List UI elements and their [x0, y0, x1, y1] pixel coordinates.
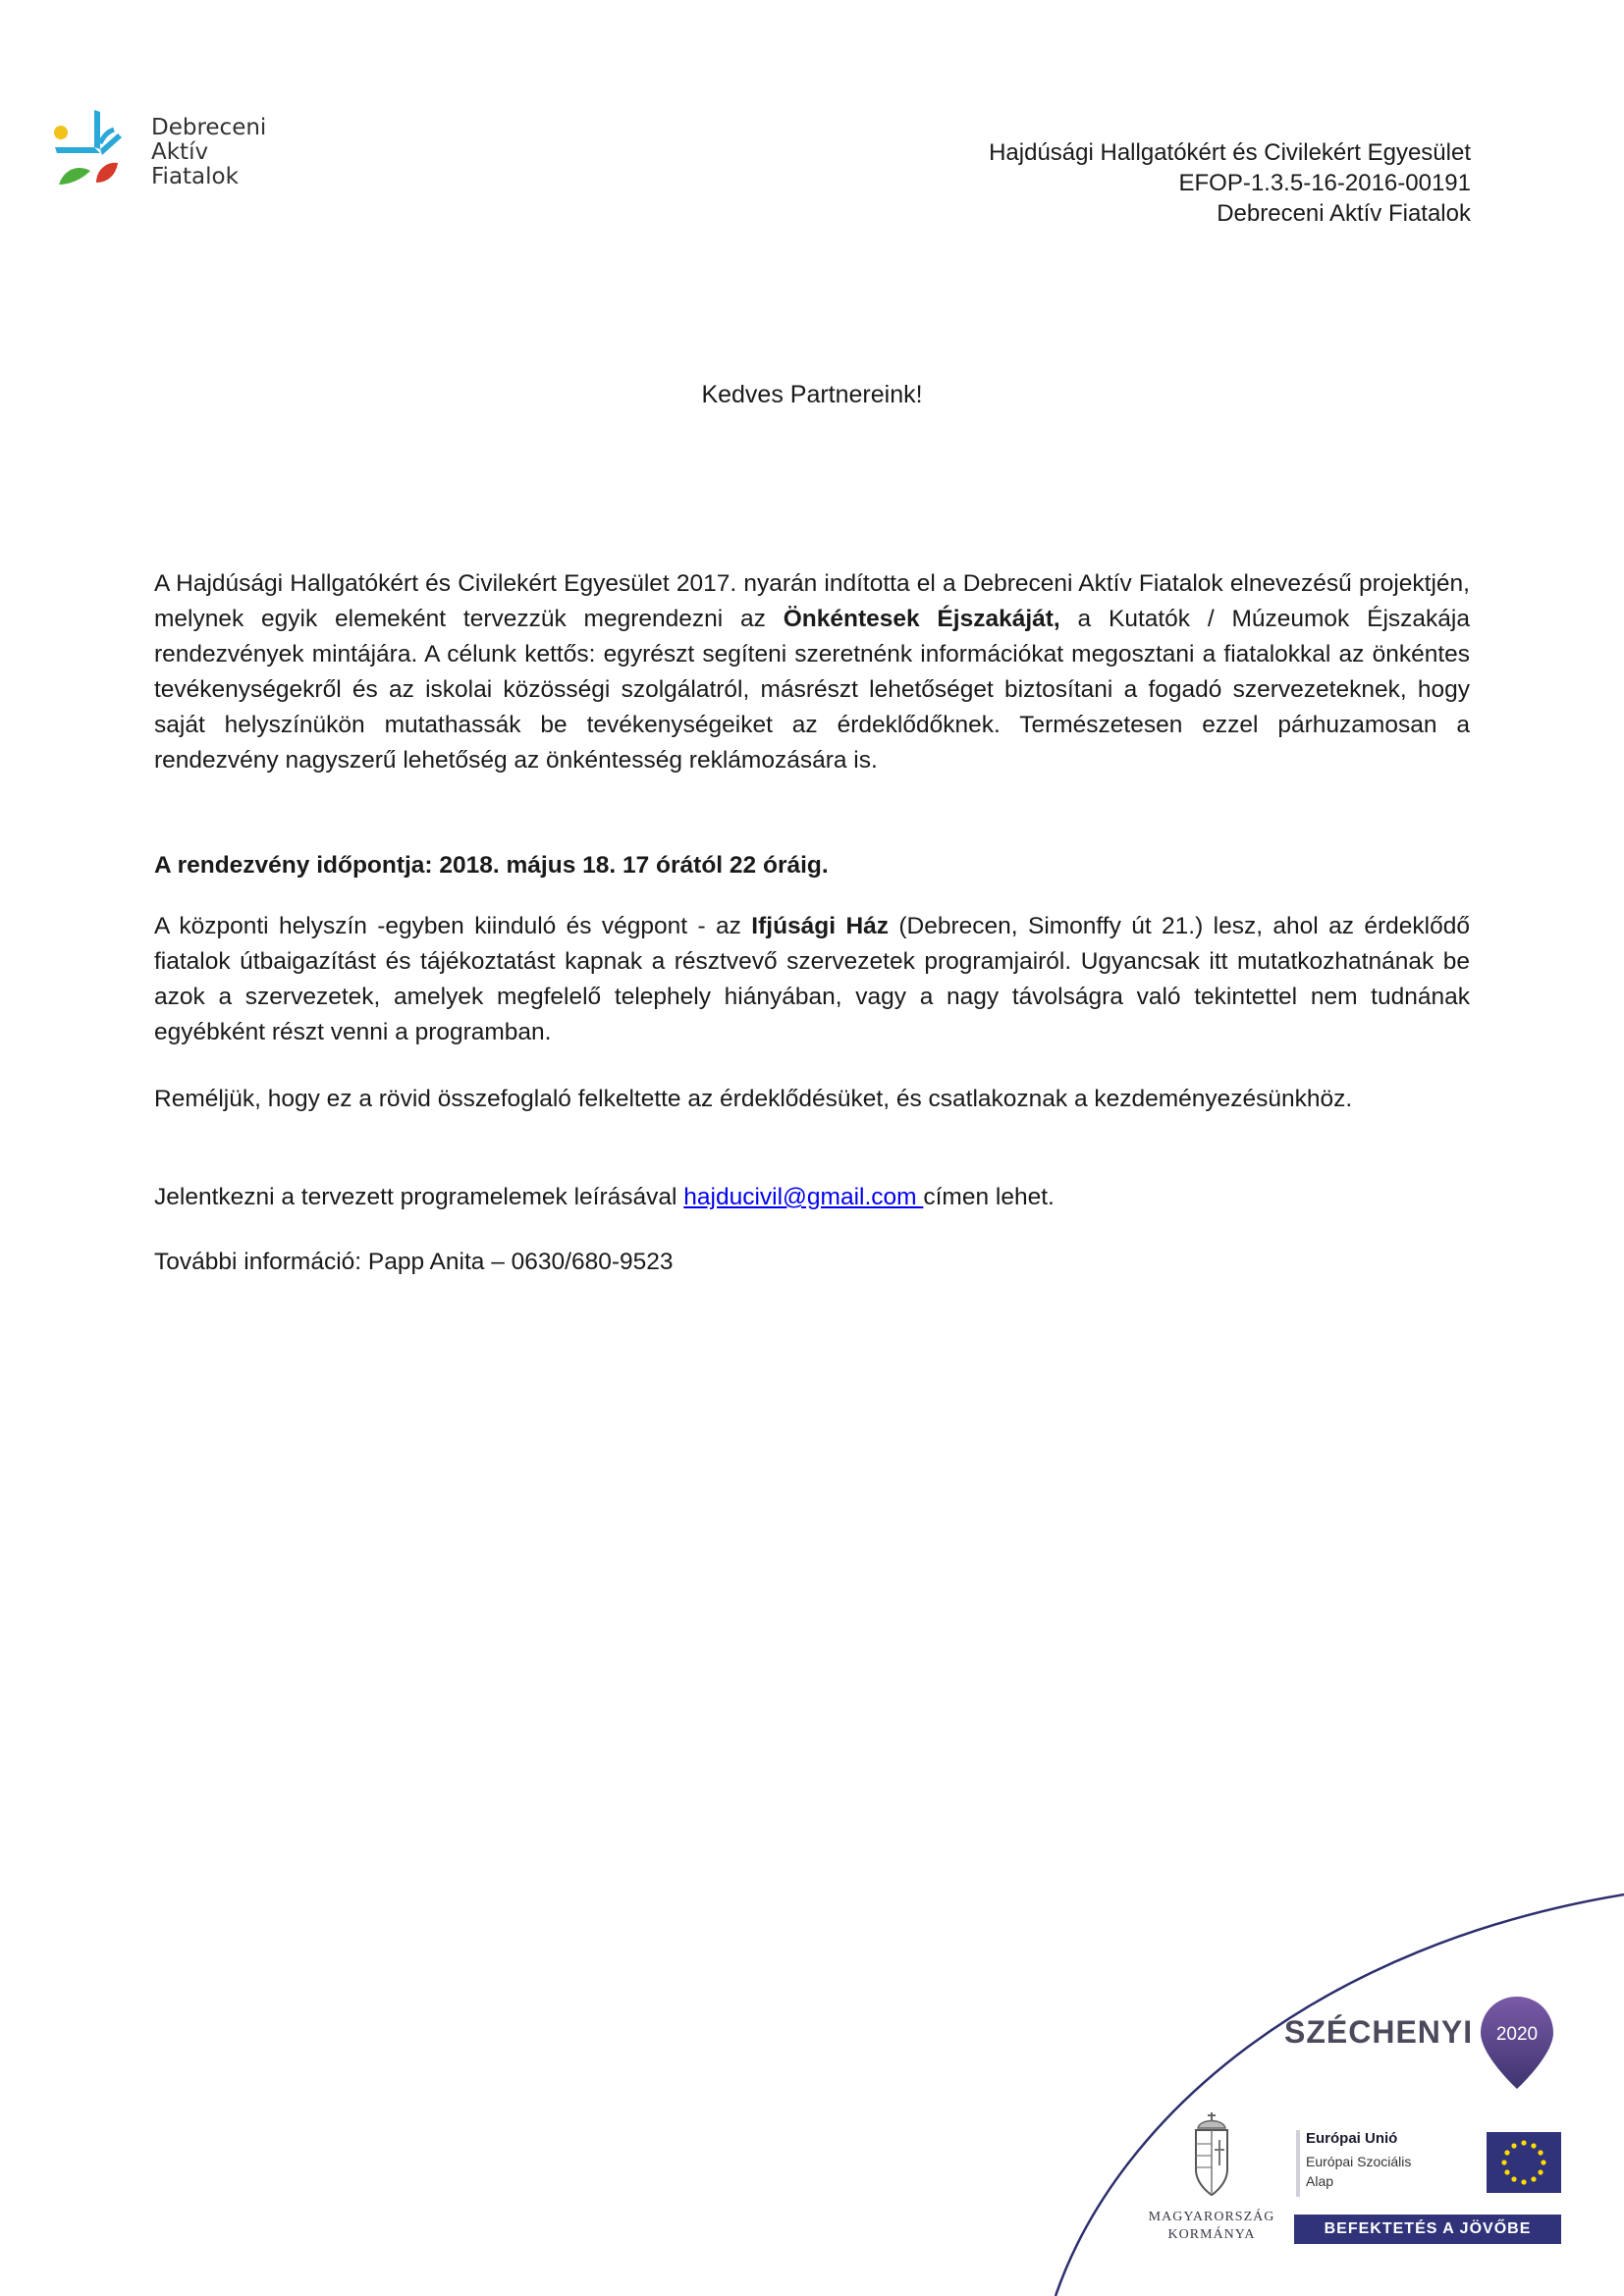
- location-text-b: (Debrecen, Simonffy út 21.) lesz, ahol az érdeklődő fiatalok útbaigazítást és tájékoztatást kapnak a résztvevő szervezetek programjairól. Ugyancsak itt mutatkozhatnának be azok a szervezetek, amelyek megfelelő telephely hiányában, vagy a nagy távolságra való tekintettel nem tudnának egyébként részt venni a programban.: [154, 913, 1470, 1045]
- org-name: Hajdúsági Hallgatókért és Civilekért Egyesület: [989, 139, 1471, 166]
- intro-text-b: a Kutatók / Múzeumok Éjszakája rendezvények mintájára. A célunk kettős: egyrészt segíteni szeretnénk információkat megosztani a fiatalokkal az önkéntes tevékenységekről és az iskolai közösségi szolgálatról, másrészt lehetőséget biztosítani a fogadó szervezeteknek, hogy saját helyszínükön mutathassák be tevékenységeiket az érdeklődőknek. Természetesen ezzel párhuzamosan a rendezvény nagyszerű lehetőség az önkéntesség reklámozására is.: [154, 606, 1470, 774]
- logo-line-3: Fiatalok: [151, 164, 239, 189]
- paragraph-intro: [154, 566, 1470, 778]
- organization-logo: [47, 106, 302, 204]
- szechenyi-2020-logo: [1282, 1995, 1557, 2093]
- eu-flag-icon: [1487, 2132, 1561, 2193]
- venue-name: Ifjúsági Ház: [751, 913, 890, 939]
- intro-text-a: A Hajdúsági Hallgatókért és Civilekért Egyesület 2017. nyarán indította el a Debreceni Aktív Fiatalok elnevezésű projektjén, melynek egyik elemeként tervezzük megrendezni az: [154, 570, 1470, 632]
- project-name: Debreceni Aktív Fiatalok: [1217, 200, 1471, 227]
- government-line-2: KORMÁNYA: [1167, 2227, 1256, 2242]
- eu-title: Európai Unió: [1306, 2130, 1398, 2147]
- eu-divider: [1296, 2130, 1300, 2197]
- eu-subtitle: [1306, 2152, 1411, 2191]
- eu-subtitle-line-1: Európai Szociális: [1306, 2154, 1412, 2169]
- eu-funding-block: [1294, 2130, 1564, 2238]
- paragraph-date: A rendezvény időpontja: 2018. május 18. 17 órától 22 óráig.: [154, 852, 829, 879]
- application-text-b: címen lehet.: [923, 1184, 1055, 1210]
- eu-subtitle-line-2: Alap: [1306, 2173, 1334, 2189]
- letterhead: [989, 137, 1471, 229]
- greeting: Kedves Partnereink!: [701, 381, 923, 408]
- project-code: EFOP-1.3.5-16-2016-00191: [1178, 170, 1471, 196]
- location-text-a: A központi helyszín -egyben kiinduló és végpont - az: [154, 913, 752, 939]
- logo-mark-icon: [47, 106, 145, 204]
- hungarian-government-logo: [1139, 2110, 1284, 2248]
- logo-line-1: Debreceni: [151, 115, 267, 140]
- application-text-a: Jelentkezni a tervezett programelemek leírásával: [154, 1184, 684, 1210]
- email-link[interactable]: hajducivil@gmail.com: [683, 1184, 924, 1210]
- event-name: Önkéntesek Éjszakáját,: [783, 606, 1060, 632]
- government-line-1: MAGYARORSZÁG: [1148, 2210, 1275, 2224]
- paragraph-application: [154, 1180, 1470, 1215]
- eu-slogan: BEFEKTETÉS A JÖVŐBE: [1294, 2215, 1561, 2244]
- szechenyi-label: SZÉCHENYI: [1284, 2014, 1474, 2050]
- location-pin-icon: [1479, 1995, 1555, 2091]
- coat-of-arms-icon: [1139, 2110, 1284, 2205]
- government-label: [1139, 2209, 1284, 2244]
- paragraph-location: [154, 909, 1470, 1050]
- logo-text: [151, 116, 266, 189]
- szechenyi-year: 2020: [1495, 2024, 1539, 2045]
- paragraph-closing: Reméljük, hogy ez a rövid összefoglaló felkeltette az érdeklődésüket, és csatlakoznak a kezdeményezésünkhöz.: [154, 1086, 1353, 1112]
- paragraph-contact: További információ: Papp Anita – 0630/680-9523: [154, 1249, 674, 1275]
- logo-line-2: Aktív: [151, 139, 209, 165]
